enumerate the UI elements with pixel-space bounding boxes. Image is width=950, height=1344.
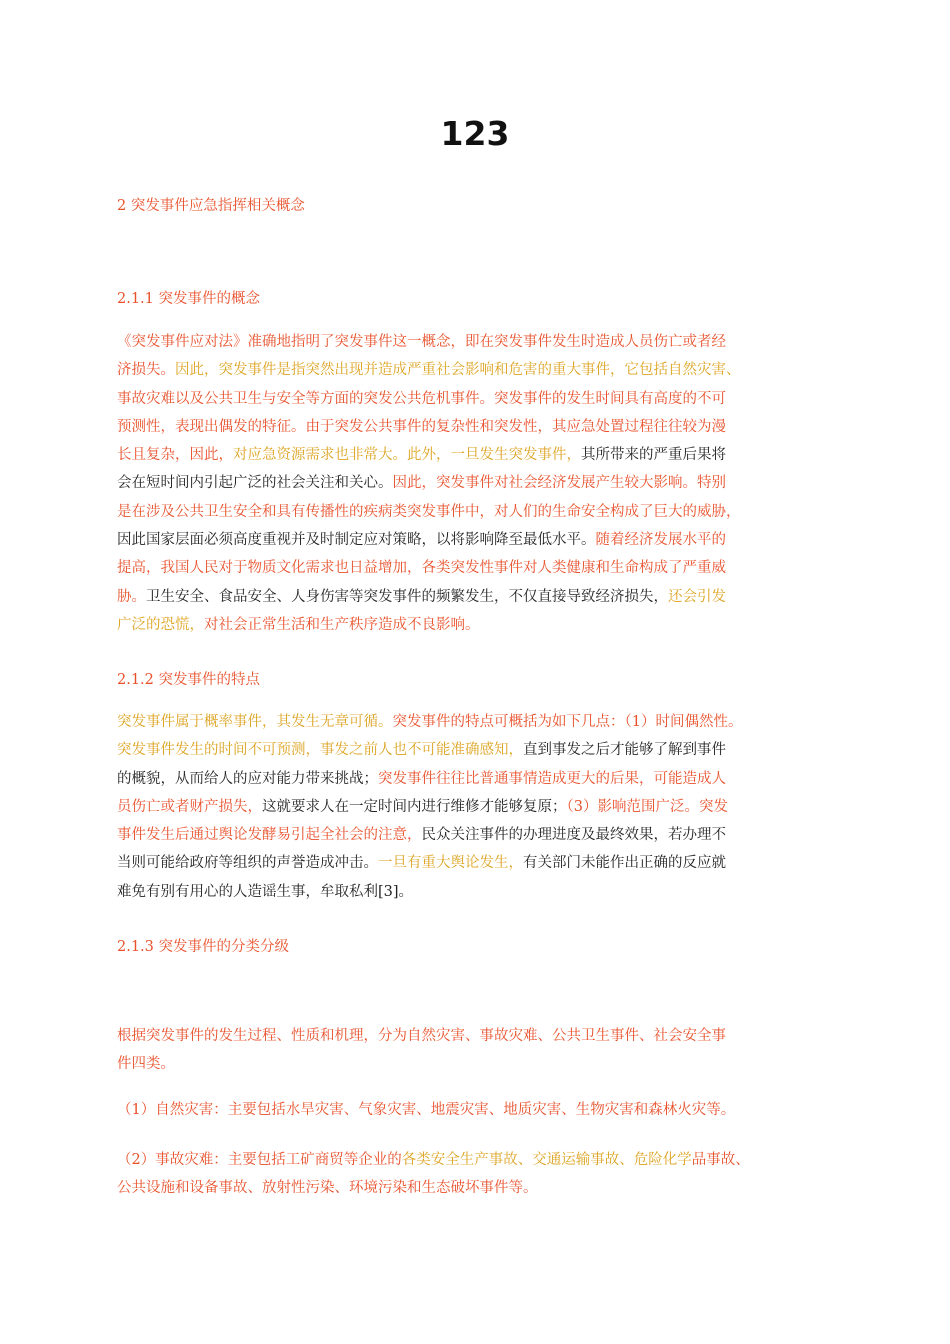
- document-title: 123: [440, 114, 510, 153]
- text-line: [117, 765, 847, 793]
- text-line: [117, 1022, 847, 1050]
- text-line: [117, 878, 847, 906]
- text-line: [117, 1174, 847, 1202]
- text-line: [117, 793, 847, 821]
- text-run: 各类安全生产事故、交通运输事故、危险化学: [401, 1152, 692, 1168]
- text-run: 根据突发事件的发生过程、性质和机理，分为自然灾害、事故灾难、公共卫生事件、社会安全事: [117, 1028, 726, 1044]
- text-run: 《突发事件应对法》准确地指明了突发事件这一概念，即在突发事件发生时造成人员伤亡或者经: [117, 334, 726, 350]
- text-run: 这就要求人在一定时间内进行维修才能够复原；: [262, 798, 567, 815]
- text-line: [117, 554, 847, 582]
- text-line: [117, 385, 847, 413]
- text-run: 突发事件往往比普通事情造成更大的后果，可能造成人: [378, 770, 726, 787]
- text-run: 品事故、: [691, 1152, 750, 1168]
- text-run: 一旦有重大舆论发生，: [378, 855, 523, 872]
- text-run: 件四类。: [117, 1056, 175, 1073]
- text-line: [117, 469, 847, 497]
- text-run: 济损失。: [117, 362, 175, 379]
- text-run: 会在短时间内引起广泛的社会关注和关心。: [117, 475, 393, 492]
- text-run: 的概貌，从而给人的应对能力带来挑战；: [117, 770, 378, 787]
- text-run: 因此国家层面必须高度重视并及时制定应对策略，以将影响降至最低水平。: [117, 532, 596, 549]
- text-line: [117, 821, 847, 849]
- text-run: 民众关注事件的办理进度及最终效果，若办理不: [421, 827, 726, 844]
- text-run: 事故灾难以及公共卫生与安全等方面的突发公共危机事件。突发事件的发生时间具有高度的不可: [117, 390, 726, 407]
- text-line: [117, 526, 847, 554]
- text-run: 长且复杂，因此，: [117, 447, 233, 464]
- text-run: 直到事发之后才能够了解到事件: [523, 742, 726, 759]
- paragraph-characteristics: [117, 708, 847, 906]
- text-run: 有关部门未能作出正确的反应就: [523, 855, 726, 872]
- text-run: 还会引发: [668, 588, 726, 605]
- section-heading-2-1-2: 2.1.2 突发事件的特点: [117, 672, 261, 688]
- text-line: [117, 849, 847, 877]
- text-line: [117, 708, 847, 736]
- text-run: 因此，突发事件对社会经济发展产生较大影响。特别: [392, 475, 726, 492]
- text-run: （2）事故灾难：主要包括工矿商贸等企业的: [117, 1152, 402, 1168]
- text-line: [117, 736, 847, 764]
- paragraph-natural-disasters: [117, 1096, 847, 1124]
- paragraph-accident-disasters: [117, 1146, 847, 1203]
- text-run: 员伤亡或者财产损失，: [117, 798, 262, 815]
- text-run: 预测性，表现出偶发的特征。由于突发公共事件的复杂性和突发性，其应急处置过程往往较为漫: [117, 418, 726, 435]
- paragraph-classification: [117, 1022, 847, 1079]
- text-run: 是在涉及公共卫生安全和具有传播性的疾病类突发事件中，对人们的生命安全构成了巨大的威胁，: [117, 503, 741, 520]
- text-run: 其所带来的严重后果将: [581, 447, 726, 464]
- text-run: 因此，突发事件是指突然出现并造成严重社会影响和危害的重大事件，它包括自然灾害、: [175, 362, 741, 379]
- text-line: [117, 1050, 847, 1078]
- section-heading-2: 2 突发事件应急指挥相关概念: [117, 198, 305, 214]
- text-line: [117, 611, 847, 639]
- text-line: [117, 1096, 847, 1124]
- text-run: 卫生安全、食品安全、人身伤害等突发事件的频繁发生，不仅直接导致经济损失，: [146, 588, 668, 605]
- text-line: [117, 1146, 847, 1174]
- text-run: 事件发生后通过舆论发酵易引起全社会的注意，: [117, 827, 422, 844]
- text-run: 突发事件属于概率事件，其发生无章可循。: [117, 714, 393, 730]
- text-run: 随着经济发展水平的: [595, 532, 726, 549]
- text-run: 突发事件的特点可概括为如下几点：（1）时间偶然性。: [392, 714, 743, 730]
- paragraph-concept: [117, 328, 847, 639]
- text-run: 突发事件发生的时间不可预测，事发之前人也不可能准确感知，: [117, 742, 523, 759]
- section-heading-2-1-3: 2.1.3 突发事件的分类分级: [117, 939, 290, 955]
- text-run: 公共设施和设备事故、放射性污染、环境污染和生态破坏事件等。: [117, 1180, 538, 1197]
- text-run: 提高，我国人民对于物质文化需求也日益增加，各类突发性事件对人类健康和生命构成了严重威: [117, 560, 726, 577]
- section-heading-2-1-1: 2.1.1 突发事件的概念: [117, 291, 261, 307]
- text-run: 广泛的恐慌，: [117, 616, 204, 633]
- text-line: [117, 413, 847, 441]
- text-line: [117, 356, 847, 384]
- text-run: （1）自然灾害：主要包括水旱灾害、气象灾害、地震灾害、地质灾害、生物灾害和森林火灾等。: [117, 1102, 736, 1118]
- text-run: （3）影响范围广泛。突发: [566, 798, 728, 815]
- text-line: [117, 583, 847, 611]
- text-run: 对应急资源需求也非常大。此外，一旦发生突发事件，: [233, 447, 581, 464]
- text-run: 对社会正常生活和生产秩序造成不良影响。: [204, 616, 480, 633]
- text-run: 难免有别有用心的人造谣生事，牟取私利[3]。: [117, 883, 414, 900]
- text-line: [117, 441, 847, 469]
- text-run: 胁。: [117, 588, 146, 605]
- text-run: 当则可能给政府等组织的声誉造成冲击。: [117, 855, 378, 872]
- text-line: [117, 498, 847, 526]
- text-line: [117, 328, 847, 356]
